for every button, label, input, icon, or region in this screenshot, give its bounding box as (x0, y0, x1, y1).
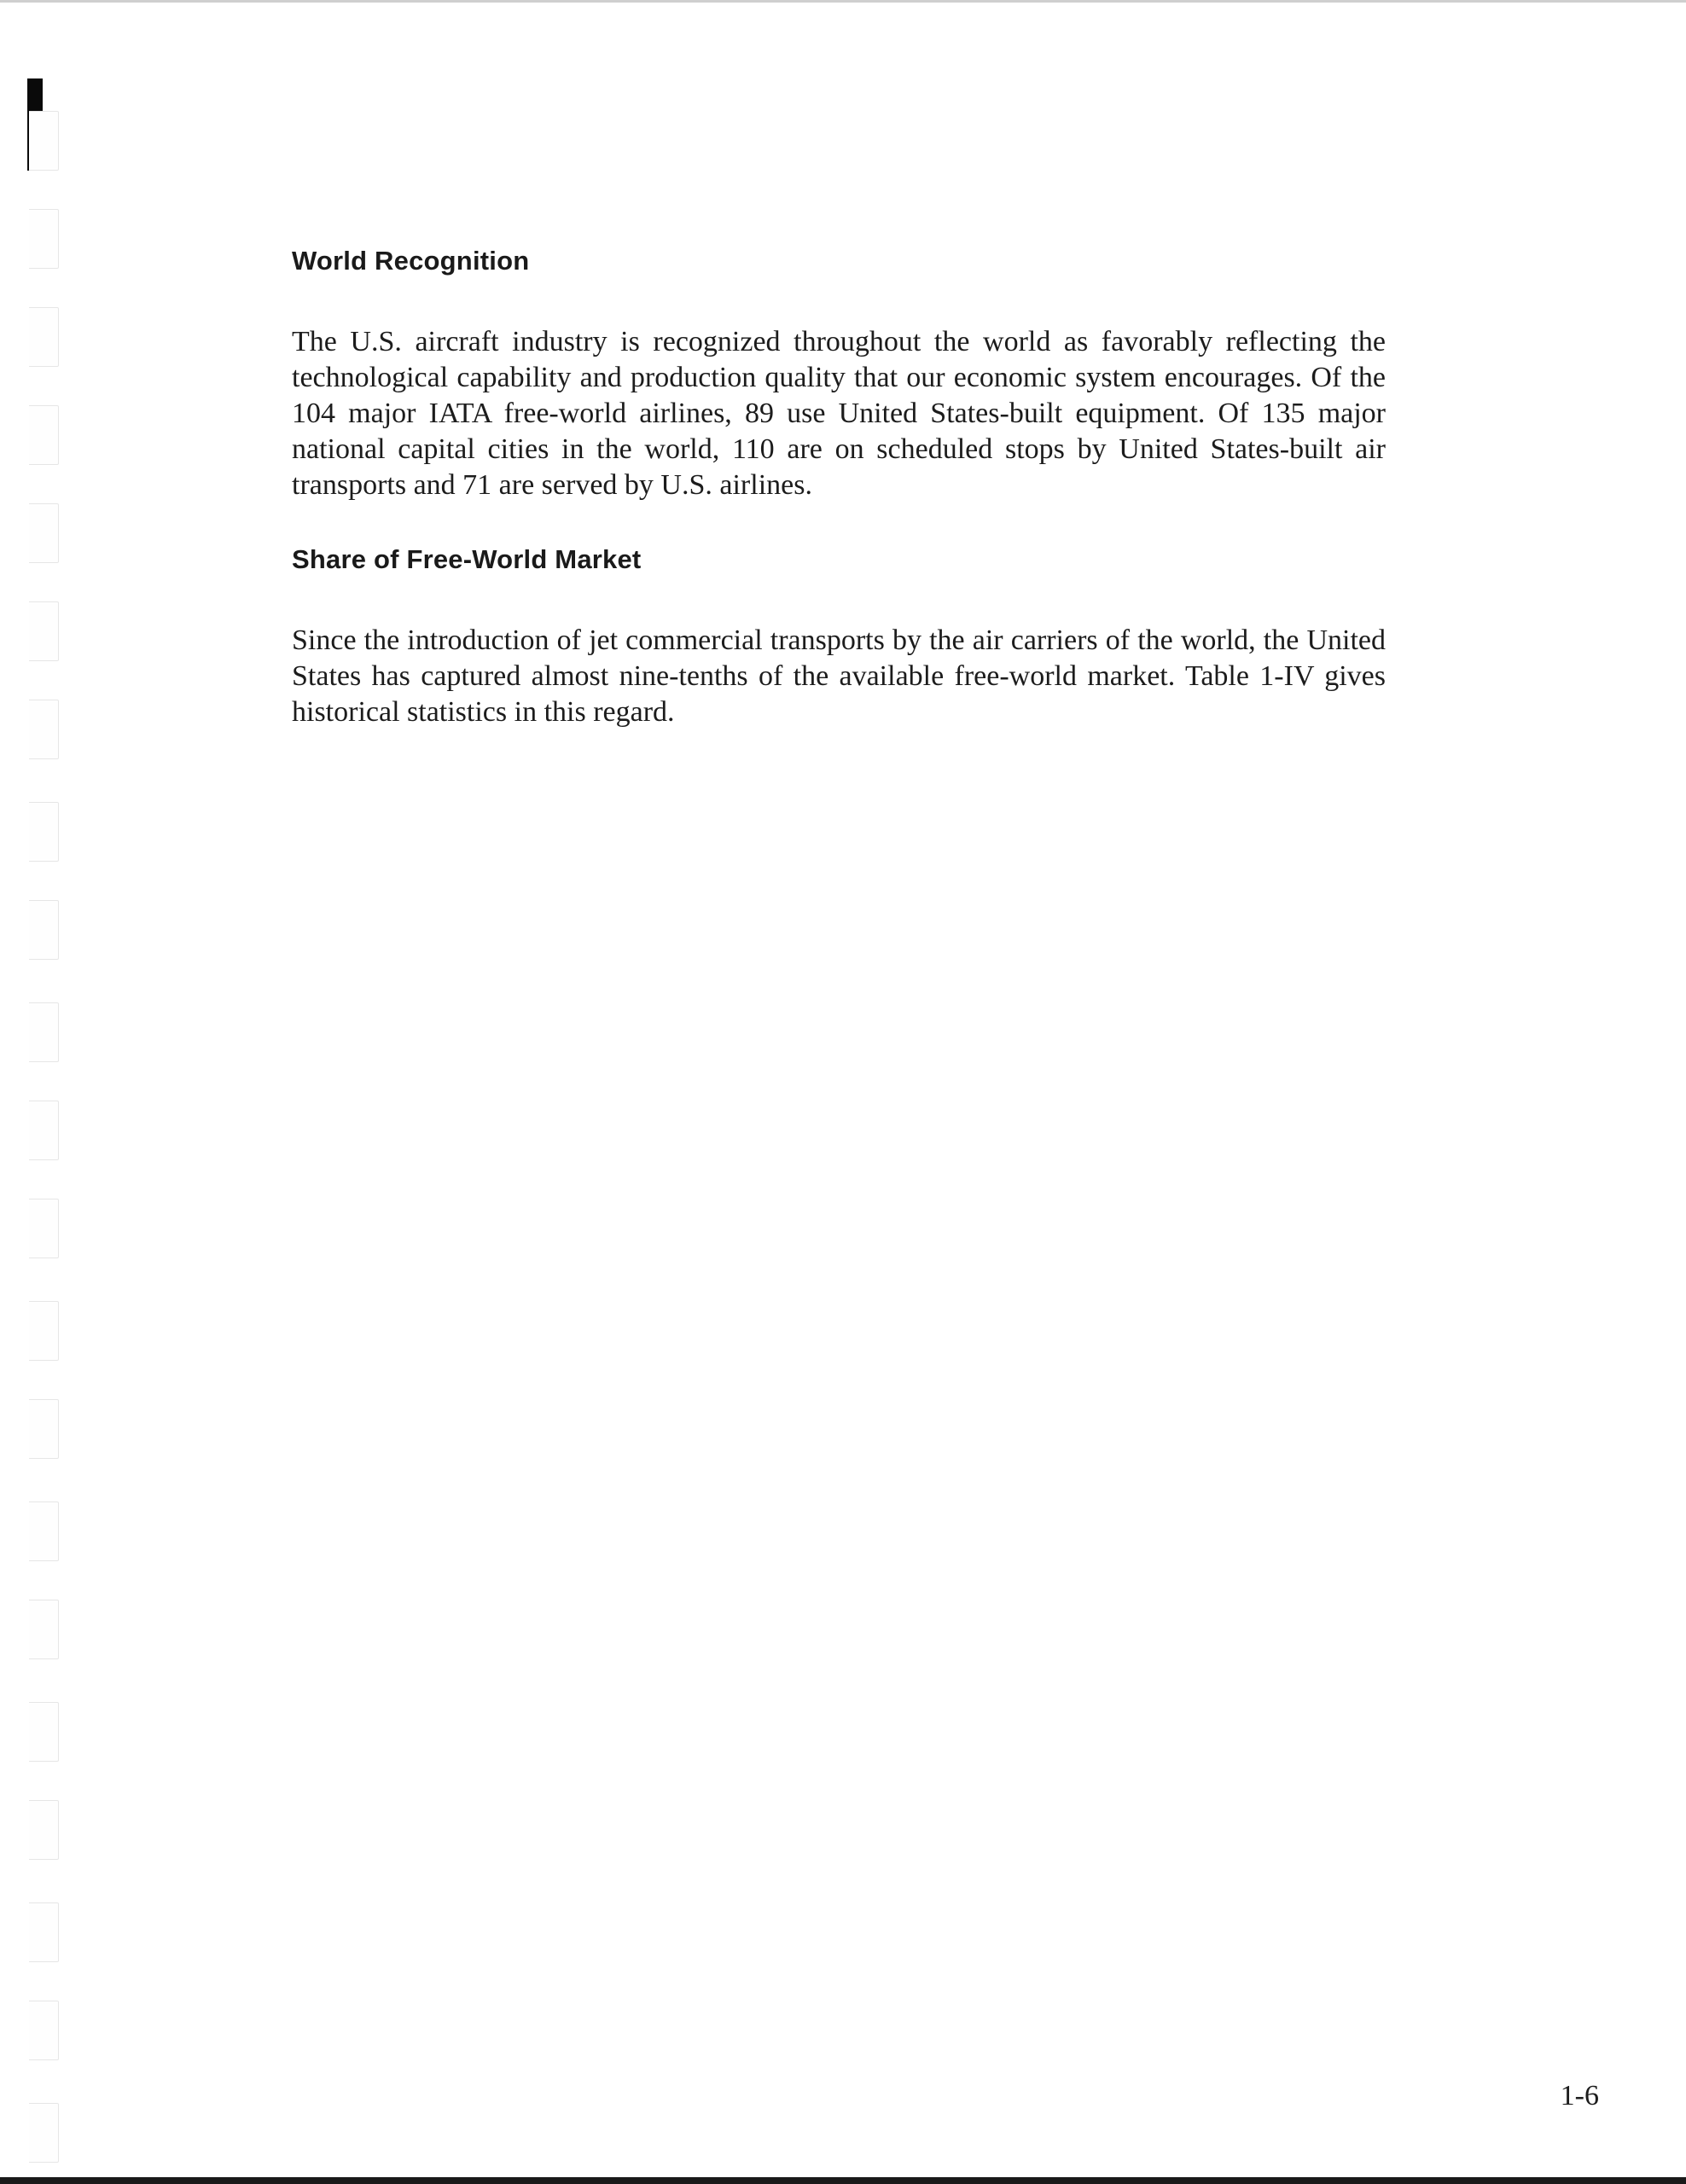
binder-hole (29, 111, 59, 171)
section-heading-share-of-market: Share of Free-World Market (292, 544, 642, 574)
binder-hole (29, 1800, 59, 1860)
binder-hole (29, 900, 59, 960)
binder-hole (29, 209, 59, 269)
binder-hole (29, 405, 59, 465)
binder-hole (29, 802, 59, 862)
page-bottom-edge (0, 2177, 1686, 2184)
binder-hole (29, 1600, 59, 1659)
section-paragraph-share-of-market: Since the introduction of jet commercial transports by the air carriers of the world, the United States has captured almost nine-tenths of the available free-world market. Table 1-IV gives historical statistics in this regard. (292, 624, 1386, 728)
binder-hole (29, 1902, 59, 1962)
binder-hole (29, 2103, 59, 2163)
binder-hole (29, 1702, 59, 1762)
binder-hole (29, 700, 59, 759)
section-paragraph-world-recognition: The U.S. aircraft industry is recognized throughout the world as favorably reflecting the technological capability and production quality that our economic system encourages. Of the 104 major IATA free-world airlines, 89 use United States-built equipment. Of 135 major national capital cities in the world, 110 are on scheduled stops by United States-built air transports and 71 are served by U.S. airlines. (292, 326, 1386, 501)
binder-hole (29, 503, 59, 563)
document-body (292, 246, 1386, 730)
binder-hole (29, 1502, 59, 1561)
binder-hole (29, 601, 59, 661)
binder-hole (29, 1399, 59, 1459)
binder-strip (0, 0, 68, 2184)
binder-hole (29, 2001, 59, 2060)
binder-hole (29, 1002, 59, 1062)
binder-hole (29, 1301, 59, 1361)
page-number: 1-6 (1560, 2080, 1599, 2111)
page-top-edge (0, 0, 1686, 3)
binder-hole (29, 1101, 59, 1160)
section-heading-world-recognition: World Recognition (292, 246, 530, 276)
binder-hole (29, 307, 59, 367)
binder-hole (29, 1199, 59, 1258)
